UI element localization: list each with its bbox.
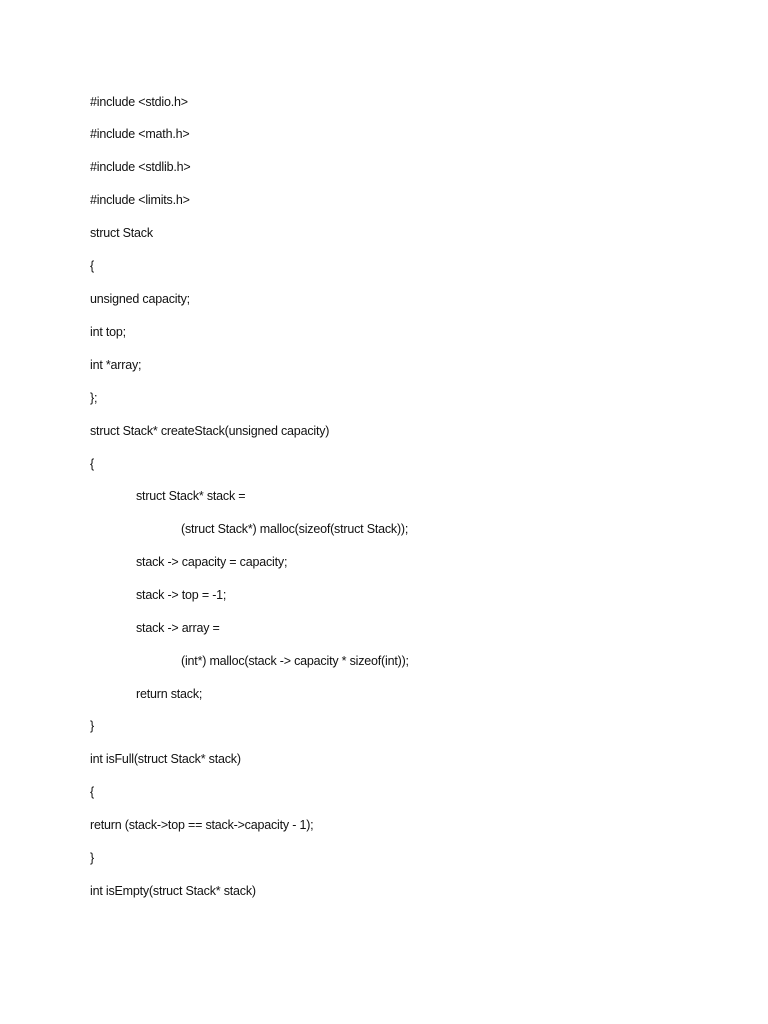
code-line: #include <stdlib.h> bbox=[90, 160, 191, 174]
code-line: (struct Stack*) malloc(sizeof(struct Stack)); bbox=[181, 522, 409, 536]
code-line: struct Stack bbox=[90, 226, 153, 240]
code-line: int isFull(struct Stack* stack) bbox=[90, 752, 241, 766]
code-line: stack -> capacity = capacity; bbox=[136, 555, 288, 569]
code-line: }; bbox=[90, 391, 98, 405]
code-line: unsigned capacity; bbox=[90, 292, 190, 306]
code-line: struct Stack* stack = bbox=[136, 489, 246, 503]
code-line: int *array; bbox=[90, 358, 142, 372]
code-line: (int*) malloc(stack -> capacity * sizeof(int)); bbox=[181, 654, 409, 668]
code-line: return (stack->top == stack->capacity - 1); bbox=[90, 818, 314, 832]
code-line: int isEmpty(struct Stack* stack) bbox=[90, 884, 256, 898]
code-line: int top; bbox=[90, 325, 126, 339]
code-line: return stack; bbox=[136, 687, 203, 701]
code-line: #include <limits.h> bbox=[90, 193, 190, 207]
code-line: #include <stdio.h> bbox=[90, 95, 188, 109]
code-line: stack -> top = -1; bbox=[136, 588, 227, 602]
code-line: { bbox=[90, 785, 94, 799]
code-line: { bbox=[90, 259, 94, 273]
code-line: #include <math.h> bbox=[90, 127, 190, 141]
code-line: { bbox=[90, 457, 94, 471]
code-line: stack -> array = bbox=[136, 621, 220, 635]
code-line: } bbox=[90, 719, 94, 733]
code-line: struct Stack* createStack(unsigned capacity) bbox=[90, 424, 330, 438]
code-line: } bbox=[90, 851, 94, 865]
